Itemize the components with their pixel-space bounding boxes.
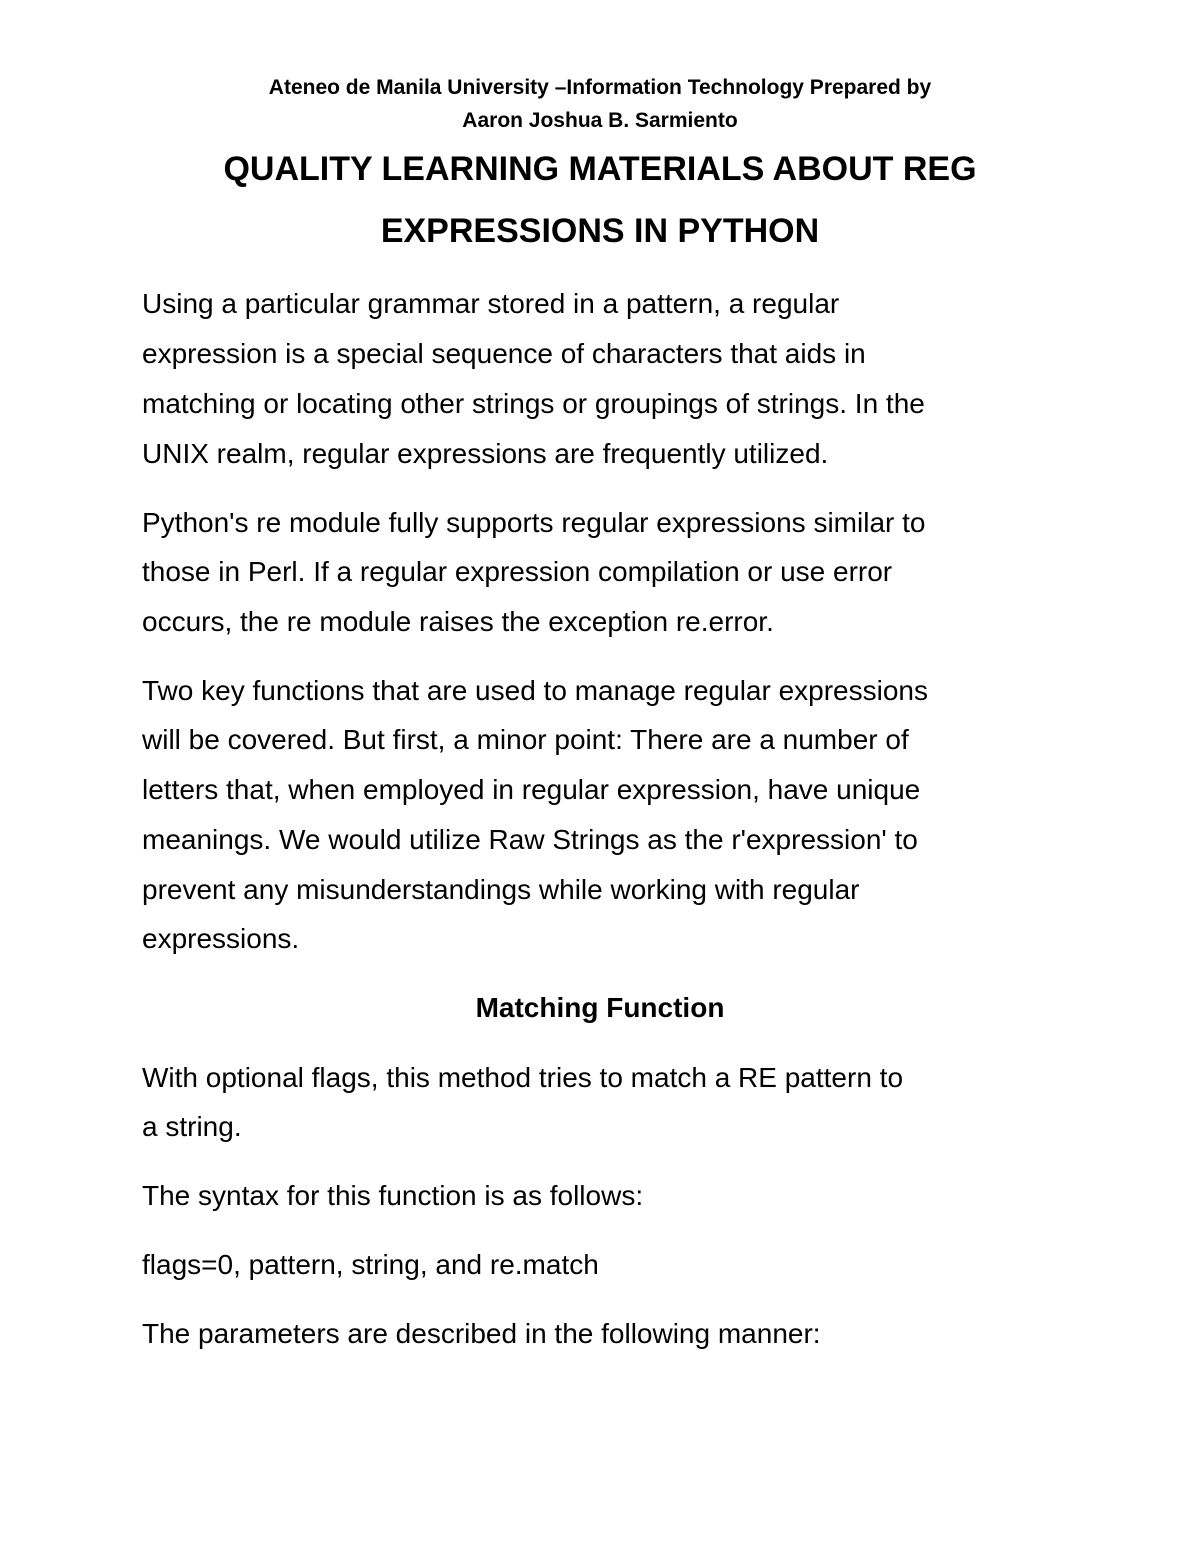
paragraph-3-line: Two key functions that are used to manage regular expressions	[142, 675, 928, 706]
section-paragraph-line: With optional flags, this method tries to match a RE pattern to	[142, 1062, 904, 1093]
section-paragraph-line: The parameters are described in the following manner:	[142, 1318, 821, 1349]
paragraph-1-line: expression is a special sequence of characters that aids in	[142, 338, 866, 369]
paragraph-3-line: will be covered. But first, a minor point: There are a number of	[142, 724, 909, 755]
page-title-line-2: EXPRESSIONS IN PYTHON	[380, 212, 820, 250]
paragraph-2-line: those in Perl. If a regular expression compilation or use error	[142, 556, 893, 587]
paragraph-3-line: meanings. We would utilize Raw Strings as the r'expression' to	[142, 824, 918, 855]
section-paragraph-line: a string.	[142, 1111, 242, 1142]
header-institution-line: Ateneo de Manila University –Information Technology Prepared by	[268, 76, 932, 99]
page-title-line-1: QUALITY LEARNING MATERIALS ABOUT REG	[223, 150, 977, 188]
paragraph-3-line: letters that, when employed in regular expression, have unique	[142, 774, 921, 805]
section-paragraph-line: The syntax for this function is as follows:	[142, 1180, 644, 1211]
section-heading: Matching Function	[475, 992, 725, 1023]
paragraph-1-line: UNIX realm, regular expressions are frequently utilized.	[142, 438, 829, 469]
paragraph-2-line: occurs, the re module raises the exception re.error.	[142, 606, 774, 637]
paragraph-1-line: Using a particular grammar stored in a pattern, a regular	[142, 288, 840, 319]
paragraph-1-line: matching or locating other strings or groupings of strings. In the	[142, 388, 925, 419]
paragraph-3-line: expressions.	[142, 923, 300, 954]
syntax-line: flags=0, pattern, string, and re.match	[142, 1249, 599, 1280]
paragraph-2-line: Python's re module fully supports regular expressions similar to	[142, 507, 926, 538]
paragraph-3-line: prevent any misunderstandings while working with regular	[142, 874, 860, 905]
header-author-line: Aaron Joshua B. Sarmiento	[462, 109, 738, 132]
